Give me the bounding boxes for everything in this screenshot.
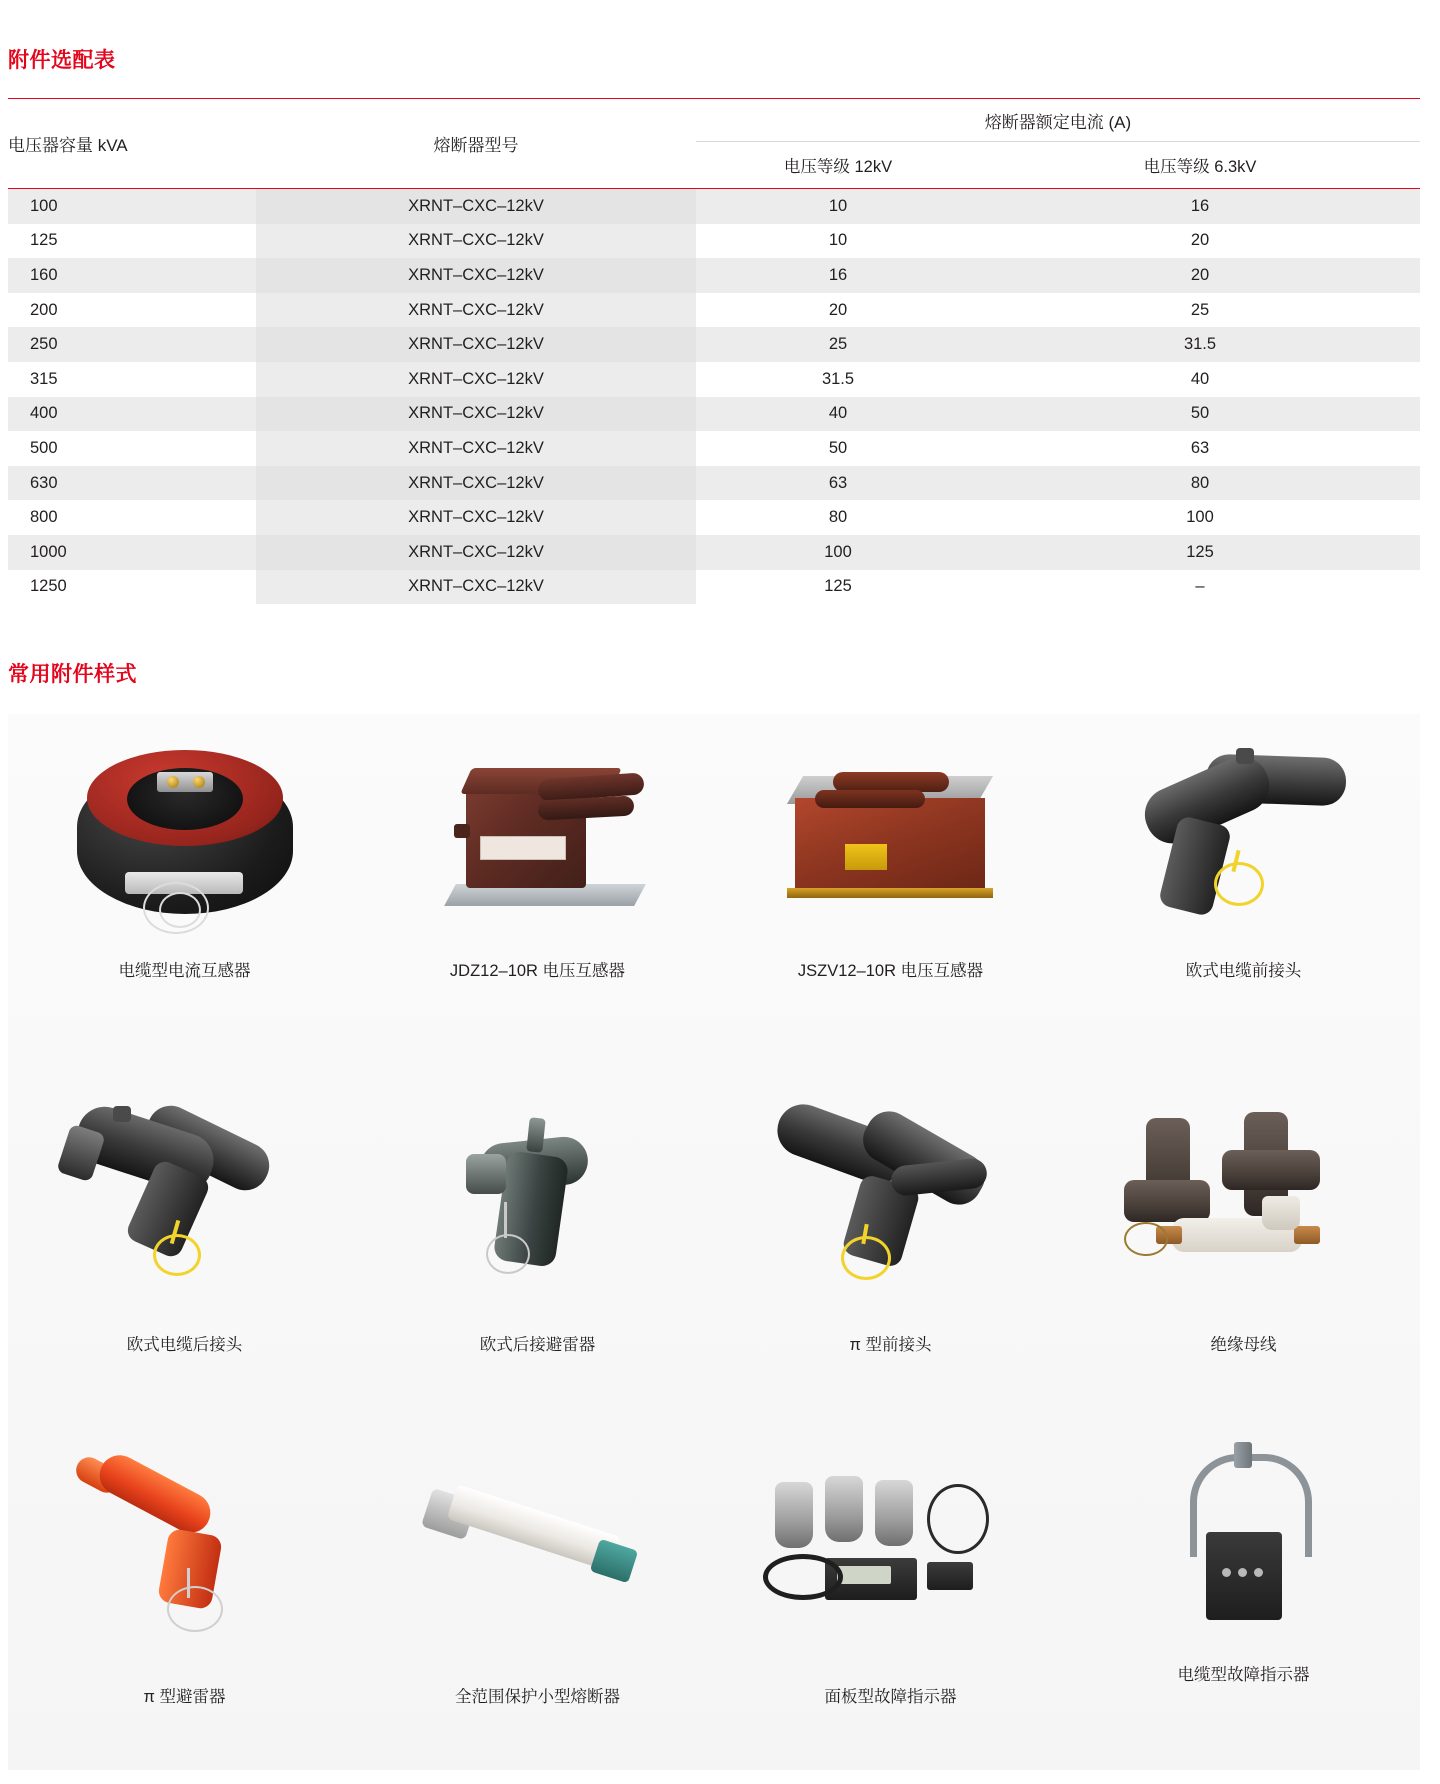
rear-surge-arrester-icon xyxy=(388,1084,688,1309)
cell-current-63kv: 80 xyxy=(980,466,1420,501)
vt-label-shape xyxy=(480,836,566,860)
front-elbow-connector-icon xyxy=(1094,732,1394,957)
ground-wire-loop-shape xyxy=(486,1234,530,1274)
cell-current-12kv: 125 xyxy=(824,577,852,596)
cell-current-63kv: 63 xyxy=(1190,438,1210,457)
table-row xyxy=(8,570,1420,605)
table-row xyxy=(8,535,1420,570)
full-range-fuse-icon xyxy=(388,1436,688,1661)
gallery-caption: 面板型故障指示器 xyxy=(824,1688,957,1706)
ct-screw-right-shape xyxy=(193,776,205,788)
arrester-body-shape xyxy=(92,1448,217,1540)
cell-current-63kv: 125 xyxy=(980,535,1420,570)
cell-current-63kv: – xyxy=(1195,577,1205,596)
current-transformer-icon xyxy=(35,732,335,957)
indicator-led-1-shape xyxy=(1222,1568,1231,1577)
vt-knob-shape xyxy=(454,824,470,838)
cell-capacity: 1250 xyxy=(30,577,67,596)
arrester-stub-shape xyxy=(466,1154,506,1194)
gallery-caption: 绝缘母线 xyxy=(1210,1336,1277,1354)
jszv-body-shape xyxy=(795,798,985,890)
elbow-test-point-shape xyxy=(113,1106,131,1122)
busbar-cap-shape xyxy=(1262,1196,1300,1230)
cell-model: XRNT–CXC–12kV xyxy=(256,224,696,259)
table-row xyxy=(8,258,1420,293)
cell-current-12kv: 10 xyxy=(696,189,980,224)
cell-capacity: 250 xyxy=(8,327,256,362)
jszv-yellow-label-shape xyxy=(845,844,887,870)
cell-current-12kv: 63 xyxy=(696,466,980,501)
table-row xyxy=(8,362,1420,397)
cell-current-63kv: 40 xyxy=(1190,369,1210,388)
cell-model: XRNT–CXC–12kV xyxy=(256,535,696,570)
cell-current-12kv: 40 xyxy=(696,397,980,432)
gallery-item xyxy=(361,1418,714,1770)
voltage-transformer-jszv-icon xyxy=(741,732,1041,957)
arrester-pin-shape xyxy=(526,1117,545,1152)
gallery-caption: π 型避雷器 xyxy=(143,1688,226,1706)
sensor-unit-3-shape xyxy=(875,1480,913,1546)
table-row xyxy=(8,293,1420,328)
gallery-item xyxy=(8,714,361,1066)
cell-current-12kv: 20 xyxy=(828,300,848,319)
gallery-item xyxy=(361,1066,714,1418)
cell-capacity: 800 xyxy=(30,508,58,527)
cell-current-63kv: 16 xyxy=(980,189,1420,224)
gallery-item xyxy=(1067,714,1420,1066)
busbar-loop-shape xyxy=(1124,1222,1168,1256)
gallery-caption: π 型前接头 xyxy=(849,1336,932,1354)
table-header-row-group xyxy=(8,99,1420,142)
cell-current-63kv: 25 xyxy=(1190,300,1210,319)
cell-model: XRNT–CXC–12kV xyxy=(256,397,696,432)
elbow-end-cap-shape xyxy=(56,1124,106,1183)
cell-current-12kv: 100 xyxy=(696,535,980,570)
cable-fault-indicator-icon xyxy=(1094,1436,1394,1661)
gallery-item xyxy=(8,1418,361,1770)
table-head xyxy=(8,99,1420,189)
table-row xyxy=(8,327,1420,362)
cell-current-63kv: 20 xyxy=(980,258,1420,293)
section-title-accessory-table: 附件选配表 xyxy=(8,49,116,72)
cell-capacity: 500 xyxy=(30,438,58,457)
cell-current-63kv: 100 xyxy=(1186,508,1214,527)
cell-current-12kv: 50 xyxy=(828,438,848,457)
ground-wire-shape xyxy=(187,1568,190,1598)
gallery-caption: JDZ12–10R 电压互感器 xyxy=(449,962,626,980)
accessory-spec-table-wrapper xyxy=(8,98,1420,604)
table-row xyxy=(8,189,1420,224)
yoke-stem-shape xyxy=(1234,1442,1252,1468)
table-body xyxy=(8,189,1420,605)
pi-surge-arrester-icon xyxy=(35,1436,335,1661)
section-title-accessory-styles: 常用附件样式 xyxy=(8,663,137,686)
ct-screw-left-shape xyxy=(167,776,179,788)
display-screen-shape xyxy=(837,1566,891,1584)
header-capacity: 电压器容量 kVA xyxy=(8,136,128,155)
gallery-caption: 全范围保护小型熔断器 xyxy=(455,1688,620,1706)
table-row xyxy=(8,466,1420,501)
cell-capacity: 200 xyxy=(30,300,58,319)
sensor-unit-2-shape xyxy=(825,1476,863,1542)
header-rated-current-group: 熔断器额定电流 (A) xyxy=(696,99,1420,142)
busbar-tee-right-horizontal-shape xyxy=(1222,1150,1320,1190)
accessory-gallery xyxy=(8,714,1420,1770)
voltage-transformer-jdz-icon xyxy=(388,732,688,957)
cell-capacity: 630 xyxy=(8,466,256,501)
accessory-spec-table xyxy=(8,98,1420,604)
gallery-caption: 欧式电缆后接头 xyxy=(126,1336,243,1354)
cable-loop-shape xyxy=(763,1554,843,1600)
vt-bushing-lower-shape xyxy=(537,796,634,821)
cell-current-12kv: 25 xyxy=(696,327,980,362)
cell-model: XRNT–CXC–12kV xyxy=(256,293,696,328)
yellow-wire-loop-shape xyxy=(153,1234,201,1276)
indicator-led-3-shape xyxy=(1254,1568,1263,1577)
gallery-item xyxy=(1067,1066,1420,1418)
cell-current-63kv: 31.5 xyxy=(980,327,1420,362)
cell-model: XRNT–CXC–12kV xyxy=(256,466,696,501)
ground-wire-loop-shape xyxy=(167,1586,223,1632)
cell-current-63kv: 20 xyxy=(1190,231,1210,250)
cell-capacity: 400 xyxy=(8,397,256,432)
cell-current-12kv: 31.5 xyxy=(821,369,855,388)
cell-model: XRNT–CXC–12kV xyxy=(256,500,696,535)
table-row xyxy=(8,500,1420,535)
ct-wire-loop-inner-shape xyxy=(159,892,201,928)
busbar-copper-right-shape xyxy=(1294,1226,1320,1244)
sensor-unit-1-shape xyxy=(775,1482,813,1548)
header-level-63kv: 电压等级 6.3kV xyxy=(1143,158,1257,176)
accessory-grid xyxy=(8,714,1420,1770)
pi-front-connector-icon xyxy=(741,1084,1041,1309)
gallery-item xyxy=(361,714,714,1066)
jszv-base-shape xyxy=(787,888,993,898)
cell-capacity: 315 xyxy=(30,369,58,388)
panel-fault-indicator-icon xyxy=(741,1436,1041,1661)
gallery-item xyxy=(1067,1418,1420,1770)
ground-wire-shape xyxy=(504,1202,507,1238)
gallery-caption: JSZV12–10R 电压互感器 xyxy=(797,962,984,980)
cell-capacity: 1000 xyxy=(8,535,256,570)
cell-capacity: 100 xyxy=(8,189,256,224)
gallery-item xyxy=(714,714,1067,1066)
cell-capacity: 160 xyxy=(8,258,256,293)
gallery-item xyxy=(8,1066,361,1418)
cable-coil-shape xyxy=(927,1484,989,1554)
cell-current-12kv: 80 xyxy=(828,508,848,527)
cell-current-63kv: 50 xyxy=(980,397,1420,432)
gallery-caption: 电缆型电流互感器 xyxy=(118,962,251,980)
header-level-12kv: 电压等级 12kV xyxy=(783,158,893,176)
indicator-led-2-shape xyxy=(1238,1568,1247,1577)
cell-model: XRNT–CXC–12kV xyxy=(256,431,696,466)
gallery-item xyxy=(714,1066,1067,1418)
cell-model: XRNT–CXC–12kV xyxy=(256,570,696,605)
cell-model: XRNT–CXC–12kV xyxy=(256,362,696,397)
busbar-tee-left-horizontal-shape xyxy=(1124,1180,1210,1222)
rear-elbow-connector-icon xyxy=(35,1084,335,1309)
elbow-test-point-shape xyxy=(1236,748,1254,764)
gallery-caption: 欧式后接避雷器 xyxy=(479,1336,596,1354)
header-fuse-model: 熔断器型号 xyxy=(433,136,519,155)
table-row xyxy=(8,397,1420,432)
jszv-bushing-lower-shape xyxy=(815,790,925,808)
cell-current-12kv: 16 xyxy=(696,258,980,293)
cell-current-12kv: 10 xyxy=(828,231,848,250)
table-row xyxy=(8,431,1420,466)
cell-model: XRNT–CXC–12kV xyxy=(256,327,696,362)
gallery-item xyxy=(714,1418,1067,1770)
yellow-wire-loop-shape xyxy=(1214,862,1264,906)
accessory-box-shape xyxy=(927,1562,973,1590)
cell-model: XRNT–CXC–12kV xyxy=(256,258,696,293)
table-row xyxy=(8,224,1420,259)
gallery-caption: 电缆型故障指示器 xyxy=(1177,1666,1310,1684)
jszv-bushing-upper-shape xyxy=(833,772,949,792)
cell-capacity: 125 xyxy=(30,231,58,250)
gallery-caption: 欧式电缆前接头 xyxy=(1185,962,1302,980)
insulated-busbar-icon xyxy=(1094,1084,1394,1309)
cell-model: XRNT–CXC–12kV xyxy=(256,189,696,224)
